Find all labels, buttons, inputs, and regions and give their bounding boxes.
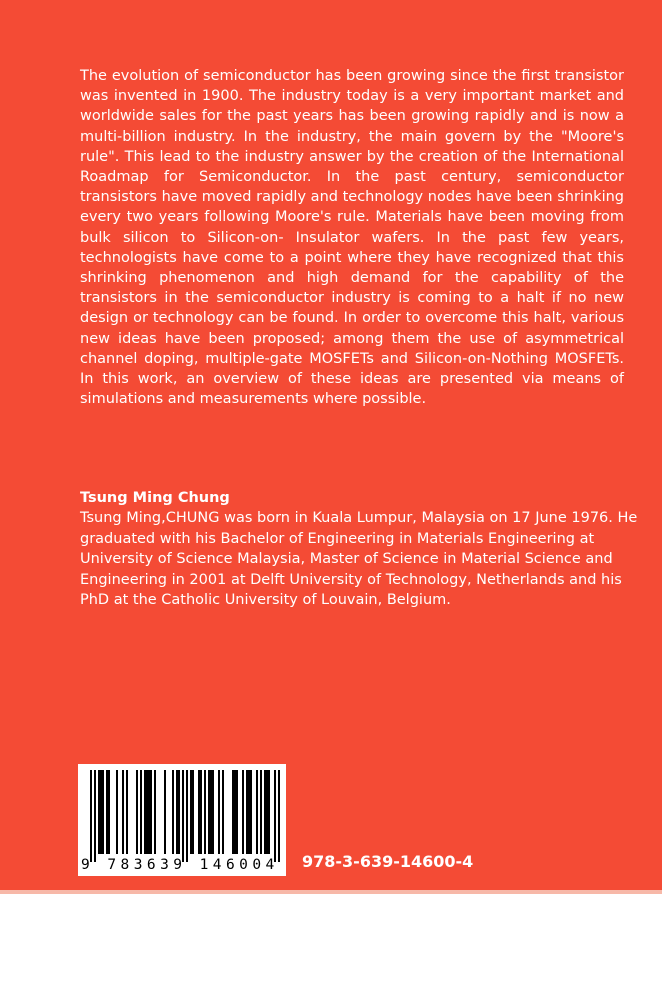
isbn-number: 978-3-639-14600-4 — [302, 852, 474, 871]
book-abstract: The evolution of semiconductor has been growing since the first transistor was invented in 1900. The industry today is a very important market and worldwide sales for the past years has been growing rapidly and is now a multi-billion industry. In the industry, the main govern by the "Moore's rule". This lead to the industry answer by the creation of the International Roadmap for Semiconductor. In the past century, semiconductor transistors have moved rapidly and technology nodes have been shrinking every two years following Moore's rule. Materials have been moving from bulk silicon to Silicon-on- Insulator wafers. In the past few years, technologists have come to a point where they have recognized that this shrinking phenomenon and high demand for the capability of the transistors in the semiconductor industry is coming to a halt if no new design or technology can be found. In order to overcome this halt, various new ideas have been proposed; among them the use of asymmetrical channel doping, multiple-gate MOSFETs and Silicon-on-Nothing MOSFETs. In this work, an overview of these ideas are presented via means of simulations and measurements where possible. — [80, 68, 624, 408]
author-bio: Tsung Ming,CHUNG was born in Kuala Lumpur, Malaysia on 17 June 1976. He graduated with his Bachelor of Engineering in Materials Engineering at University of Science Malaysia, Master of Science in Material Science and Engineering in 2001 at Delft University of Technology, Netherlands and his PhD at the Catholic University of Louvain, Belgium. — [80, 510, 638, 608]
barcode — [78, 764, 286, 876]
barcode-digits: 9 783639 146004 — [81, 857, 279, 873]
author-name: Tsung Ming Chung — [80, 490, 230, 506]
cover-edge — [0, 890, 662, 894]
